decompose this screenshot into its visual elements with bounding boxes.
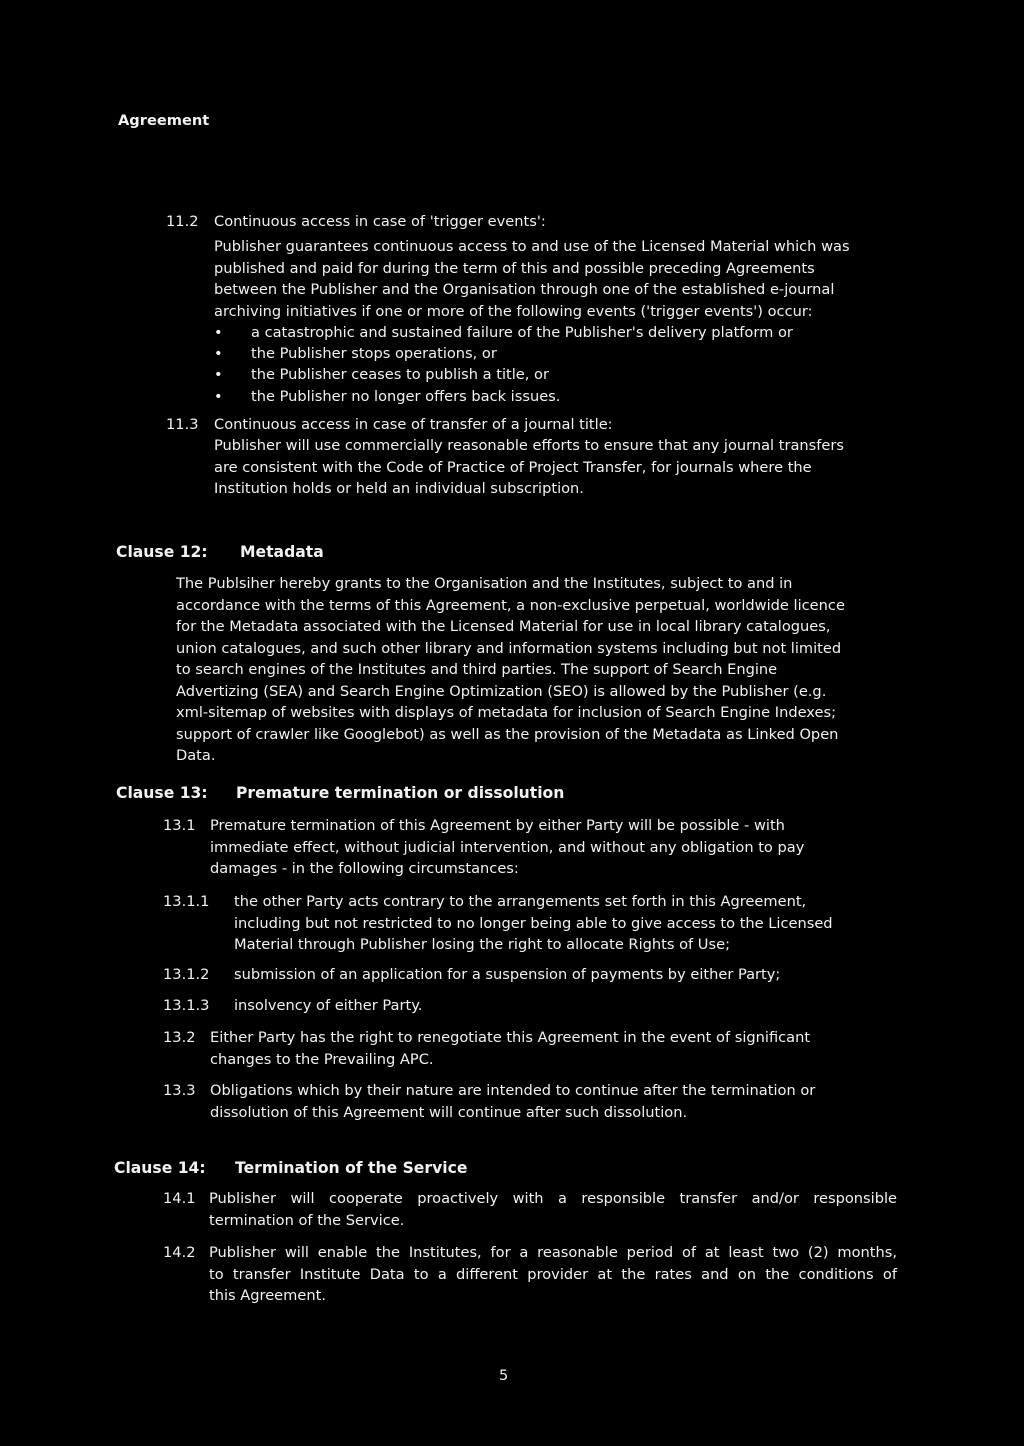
clause-11-2-body bbox=[214, 236, 890, 322]
clause-13-title: Premature termination or dissolution bbox=[236, 784, 565, 802]
bullet-icon: • bbox=[214, 345, 223, 363]
clause-13-1-3-number: 13.1.3 bbox=[163, 997, 210, 1014]
clause-13-2-number: 13.2 bbox=[163, 1029, 196, 1046]
text-line: archiving initiatives if one or more of the following events ('trigger events') occur: bbox=[214, 302, 813, 320]
clause-14-2-body bbox=[209, 1242, 897, 1307]
list-item bbox=[214, 343, 894, 364]
list-item-text: the Publisher ceases to publish a title, or bbox=[251, 366, 549, 384]
clause-13-3-number: 13.3 bbox=[163, 1082, 196, 1099]
clause-13-1-2-text: submission of an application for a suspension of payments by either Party; bbox=[234, 966, 781, 983]
list-item bbox=[214, 386, 894, 407]
text-line: Publisher guarantees continuous access to and use of the Licensed Material which was bbox=[214, 238, 850, 255]
clause-13-2-body bbox=[210, 1027, 890, 1070]
text-line: this Agreement. bbox=[209, 1287, 326, 1304]
text-line: Publisher will use commercially reasonable efforts to ensure that any journal transfers bbox=[214, 437, 844, 454]
list-item-text: the Publisher stops operations, or bbox=[251, 345, 497, 363]
text-line: Advertizing (SEA) and Search Engine Optimization (SEO) is allowed by the Publisher (e.g. bbox=[176, 682, 827, 700]
text-line: support of crawler like Googlebot) as well as the provision of the Metadata as Linked Open bbox=[176, 725, 839, 743]
text-line: between the Publisher and the Organisation through one of the established e-journal bbox=[214, 281, 835, 298]
text-line: changes to the Prevailing APC. bbox=[210, 1050, 434, 1068]
clause-13-1-1-body bbox=[234, 891, 894, 956]
text-line: dissolution of this Agreement will continue after such dissolution. bbox=[210, 1103, 688, 1121]
text-line: for the Metadata associated with the Licensed Material for use in local library catalogues, bbox=[176, 618, 831, 635]
text-line: Publisher will enable the Institutes, for a reasonable period of at least two (2) months, bbox=[209, 1244, 897, 1261]
clause-13-1-number: 13.1 bbox=[163, 817, 196, 834]
text-line: the other Party acts contrary to the arrangements set forth in this Agreement, bbox=[234, 893, 807, 910]
text-line: to transfer Institute Data to a different provider at the rates and on the conditions of bbox=[209, 1265, 897, 1283]
text-line: Publisher will cooperate proactively with a responsible transfer and/or responsible bbox=[209, 1190, 897, 1207]
clause-12-body bbox=[176, 573, 896, 767]
clause-14-label: Clause 14: bbox=[114, 1159, 206, 1177]
list-item-text: a catastrophic and sustained failure of the Publisher's delivery platform or bbox=[251, 324, 793, 341]
text-line: Institution holds or held an individual subscription. bbox=[214, 480, 584, 497]
clause-11-2-heading: Continuous access in case of 'trigger events': bbox=[214, 213, 546, 230]
clause-13-1-1-number: 13.1.1 bbox=[163, 893, 210, 910]
clause-13-1-3-text: insolvency of either Party. bbox=[234, 997, 423, 1014]
text-line: Material through Publisher losing the right to allocate Rights of Use; bbox=[234, 936, 730, 953]
trigger-events-list bbox=[214, 322, 894, 407]
clause-14-1-number: 14.1 bbox=[163, 1190, 196, 1207]
clause-13-1-2-number: 13.1.2 bbox=[163, 966, 210, 983]
text-line: termination of the Service. bbox=[209, 1211, 405, 1229]
text-line: accordance with the terms of this Agreement, a non-exclusive perpetual, worldwide licence bbox=[176, 596, 845, 614]
text-line: including but not restricted to no longer being able to give access to the Licensed bbox=[234, 914, 833, 932]
text-line: immediate effect, without judicial intervention, and without any obligation to pay bbox=[210, 838, 805, 856]
text-line: Either Party has the right to renegotiate this Agreement in the event of significant bbox=[210, 1029, 811, 1046]
page-number: 5 bbox=[499, 1367, 509, 1384]
clause-12-title: Metadata bbox=[240, 543, 324, 561]
clause-13-1-body bbox=[210, 815, 890, 880]
clause-14-title: Termination of the Service bbox=[235, 1159, 468, 1177]
bullet-icon: • bbox=[214, 366, 223, 384]
text-line: Obligations which by their nature are intended to continue after the termination or bbox=[210, 1082, 816, 1099]
text-line: to search engines of the Institutes and third parties. The support of Search Engine bbox=[176, 661, 778, 678]
text-line: The Publsiher hereby grants to the Organisation and the Institutes, subject to and in bbox=[176, 575, 793, 592]
clause-13-label: Clause 13: bbox=[116, 784, 208, 802]
clause-14-2-number: 14.2 bbox=[163, 1244, 196, 1261]
list-item bbox=[214, 322, 894, 343]
clause-11-3-heading: Continuous access in case of transfer of a journal title: bbox=[214, 416, 613, 433]
clause-14-1-body bbox=[209, 1188, 897, 1231]
clause-11-2-number: 11.2 bbox=[166, 213, 199, 230]
text-line: published and paid for during the term of this and possible preceding Agreements bbox=[214, 259, 815, 277]
running-header: Agreement bbox=[118, 112, 210, 129]
clause-11-3-number: 11.3 bbox=[166, 416, 199, 433]
bullet-icon: • bbox=[214, 324, 223, 341]
text-line: damages - in the following circumstances: bbox=[210, 860, 519, 877]
list-item-text: the Publisher no longer offers back issues. bbox=[251, 387, 561, 405]
text-line: Premature termination of this Agreement by either Party will be possible - with bbox=[210, 817, 785, 834]
text-line: xml-sitemap of websites with displays of metadata for inclusion of Search Engine Indexes; bbox=[176, 704, 836, 721]
clause-11-3-body bbox=[214, 435, 898, 500]
text-line: Data. bbox=[176, 747, 216, 764]
bullet-icon: • bbox=[214, 387, 223, 405]
text-line: union catalogues, and such other library and information systems including but not limited bbox=[176, 639, 842, 657]
list-item bbox=[214, 364, 894, 385]
clause-13-3-body bbox=[210, 1080, 890, 1123]
text-line: are consistent with the Code of Practice of Project Transfer, for journals where the bbox=[214, 458, 812, 476]
clause-12-label: Clause 12: bbox=[116, 543, 208, 561]
